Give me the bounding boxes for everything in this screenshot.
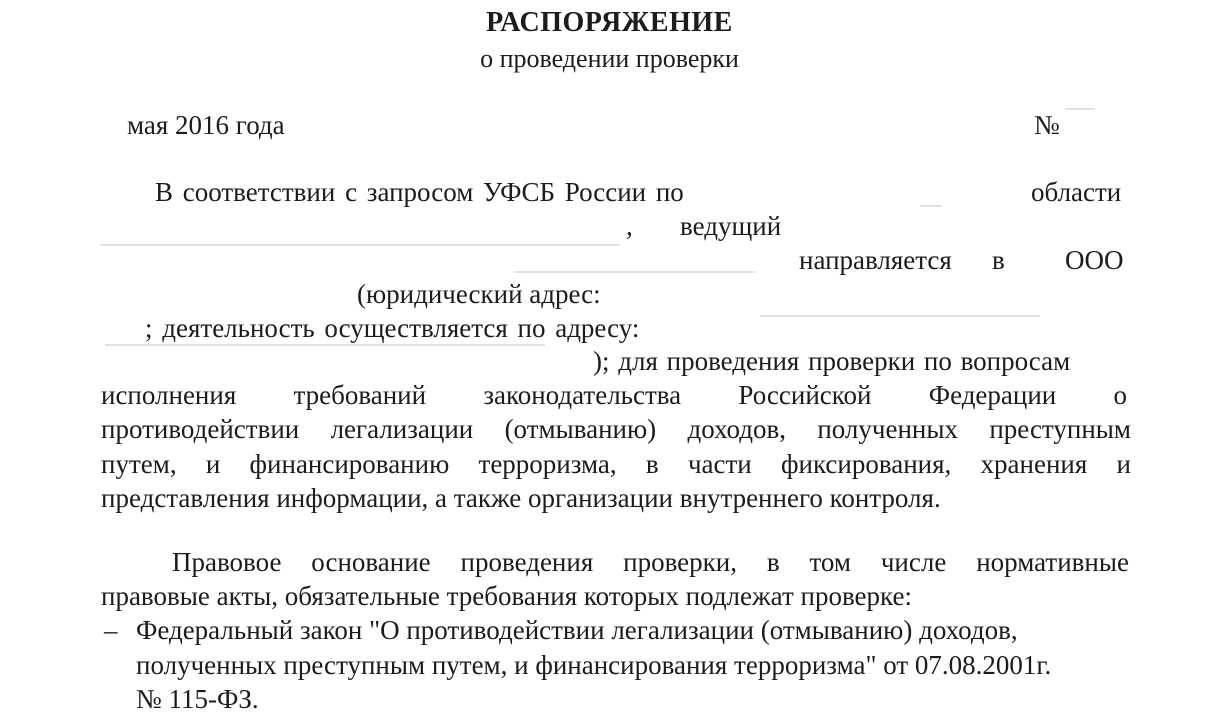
scan-artifact xyxy=(1065,108,1095,110)
scan-artifact xyxy=(105,344,545,346)
para1-line-9: путем, и финансированию терроризма, в части фиксирования, хранения и xyxy=(101,449,1131,479)
para1-line-4: (юридический адрес: xyxy=(357,279,601,309)
list-item-line-2: полученных преступным путем, и финансирования терроризма" от 07.08.2001г. xyxy=(136,650,1052,680)
scan-artifact xyxy=(100,244,620,246)
para1-line-7: исполнения требований законодательства Российской Федерации о xyxy=(101,380,1127,410)
para1-line-6: ); для проведения проверки по вопросам xyxy=(593,346,1071,376)
scan-artifact xyxy=(515,271,755,273)
document-subtitle: о проведении проверки xyxy=(480,44,739,73)
para1-line-5: ; деятельность осуществляется по адресу: xyxy=(145,313,640,343)
document-number-label: № xyxy=(1034,110,1060,140)
document-title: РАСПОРЯЖЕНИЕ xyxy=(486,7,733,38)
scan-artifact xyxy=(920,205,942,207)
para1-line-10: представления информации, а также организации внутреннего контроля. xyxy=(101,483,941,513)
para1-line-3a: направляется xyxy=(799,245,952,275)
para1-line-3c: ООО xyxy=(1065,245,1124,275)
para1-line-8: противодействии легализации (отмыванию) доходов, полученных преступным xyxy=(101,414,1131,444)
para1-line-1b: области xyxy=(1031,177,1122,207)
para1-line-1a: В соответствии с запросом УФСБ России по xyxy=(155,177,684,207)
list-item-line-1: Федеральный закон "О противодействии легализации (отмыванию) доходов, xyxy=(136,615,1018,645)
para1-line-3b: в xyxy=(992,245,1005,275)
document-date: мая 2016 года xyxy=(127,110,285,140)
list-item-line-3: № 115-ФЗ. xyxy=(136,684,259,714)
para1-line-2a: , xyxy=(626,211,633,241)
para1-line-2b: ведущий xyxy=(680,211,782,241)
para2-line-2: правовые акты, обязательные требования которых подлежат проверке: xyxy=(101,581,912,611)
scan-artifact xyxy=(760,315,1040,317)
list-bullet: – xyxy=(104,615,118,645)
para2-line-1: Правовое основание проведения проверки, в том числе нормативные xyxy=(172,547,1129,577)
